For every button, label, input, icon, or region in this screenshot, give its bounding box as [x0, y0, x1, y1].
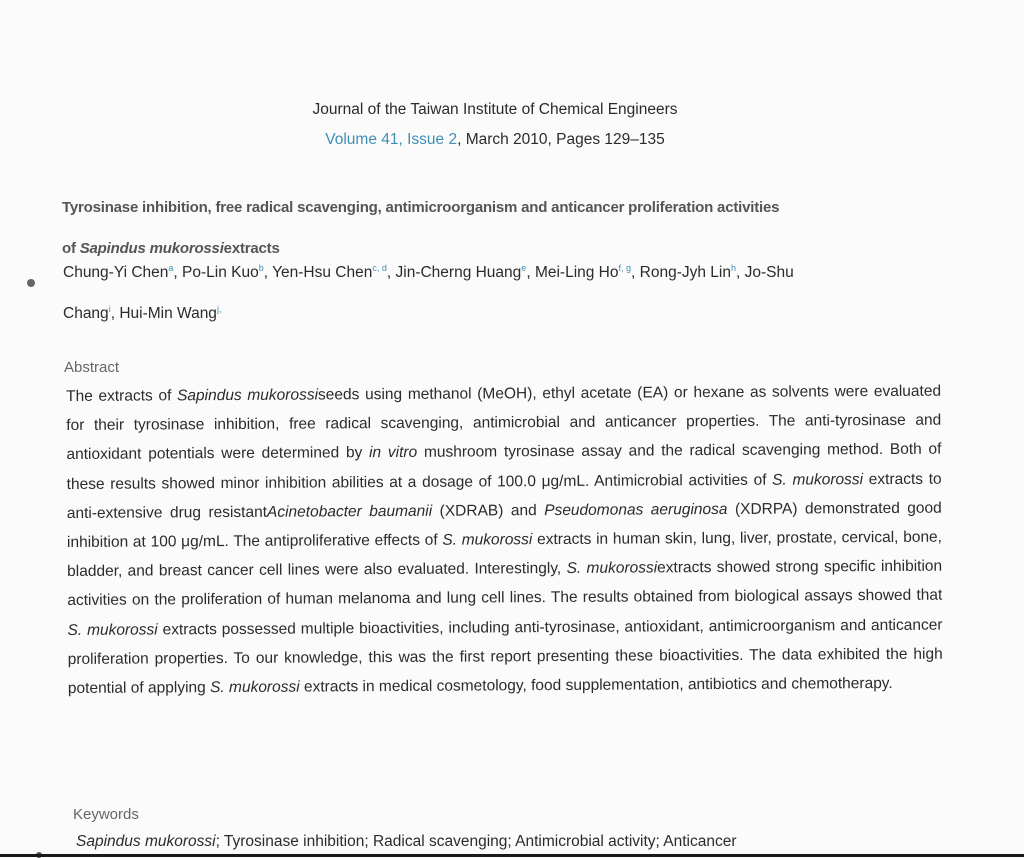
title-species: Sapindus mukorossi — [79, 240, 224, 257]
journal-name: Journal of the Taiwan Institute of Chemical Engineers — [312, 101, 678, 118]
abstract-italic: in vitro — [369, 444, 418, 462]
author-separator: , — [173, 264, 183, 281]
affiliation-mark[interactable]: e — [521, 263, 527, 273]
keyword-link[interactable]: Sapindus mukorossi — [76, 833, 216, 850]
article-title-line-2 — [62, 240, 280, 257]
abstract-italic: Pseudomonas aeruginosa — [544, 500, 728, 519]
affiliation-mark[interactable]: b — [258, 263, 264, 273]
author-separator: , — [631, 264, 640, 281]
abstract-italic: Acinetobacter baumanii — [266, 502, 433, 521]
affiliation-mark[interactable]: a — [168, 263, 174, 273]
keywords-heading: Keywords — [73, 806, 139, 823]
abstract-italic: S. mukorossi — [566, 559, 658, 578]
author-name[interactable]: Mei-Ling Ho — [534, 264, 619, 281]
abstract-text: extracts in human skin, lung, liver, prostate, cervical, bone, bladder, and breast cancer cell lines were also evaluated. Interestingly, — [67, 528, 943, 581]
author-list-line-2 — [63, 305, 923, 323]
abstract-body — [66, 377, 943, 704]
affiliation-mark[interactable]: h — [730, 263, 736, 273]
abstract-italic: S. mukorossi — [67, 621, 158, 639]
abstract-italic: S. mukorossi — [442, 531, 533, 549]
abstract-italic: S. mukorossi — [210, 678, 300, 697]
author-name[interactable]: Hui-Min Wang — [119, 305, 217, 322]
author-name[interactable]: Rong-Jyh Lin — [639, 264, 731, 281]
article-title-line-1: Tyrosinase inhibition, free radical scavenging, antimicroorganism and anticancer proliferation activities — [62, 199, 780, 216]
author-name[interactable]: Chung-Yi Chen — [63, 264, 169, 281]
affiliation-mark[interactable]: c, d — [372, 263, 387, 273]
abstract-heading: Abstract — [64, 359, 120, 376]
author-name[interactable]: Po-Lin Kuo — [182, 264, 259, 281]
abstract-text: extracts to anti-extensive drug resistant — [66, 470, 942, 522]
author-name[interactable]: Yen-Hsu Chen — [272, 264, 373, 281]
abstract-text: seeds using methanol (MeOH), ethyl acetate (EA) or hexane as solvents were evaluated for their tyrosinase inhibition, free radical scavenging, antimicrobial and anticancer properties. The anti-tyrosinase and antioxidant potentials were determined by — [66, 382, 942, 464]
date-pages: , March 2010, Pages 129–135 — [457, 131, 665, 148]
abstract-italic: S. mukorossi — [772, 470, 864, 489]
abstract-text: extracts in medical cosmetology, food supplementation, antibiotics and chemotherapy. — [299, 674, 893, 696]
title-prefix: of — [62, 240, 80, 257]
author-separator: , — [526, 264, 535, 281]
keywords-list — [76, 833, 976, 851]
author-list-line-1 — [63, 264, 923, 282]
author-separator: , — [386, 264, 396, 281]
title-suffix: extracts — [223, 240, 280, 257]
abstract-text: (XDRAB) and — [432, 501, 545, 520]
author-name[interactable]: Jin-Cherng Huang — [395, 264, 522, 281]
volume-issue-link[interactable]: Volume 41, Issue 2 — [325, 131, 458, 148]
abstract-text: extracts showed strong specific inhibition activities on the proliferation of human melanoma and lung cell lines. The results obtained from biological assays showed that — [67, 557, 943, 610]
author-separator: , — [735, 264, 745, 281]
affiliation-mark[interactable]: i — [108, 304, 111, 314]
author-separator: , — [110, 305, 120, 322]
author-separator: , — [263, 264, 273, 281]
author-name[interactable]: Chang — [63, 305, 109, 322]
affiliation-mark[interactable]: f, g — [618, 263, 632, 273]
author-name[interactable]: Jo-Shu — [744, 264, 794, 281]
bullet-icon — [27, 279, 35, 287]
affiliation-mark[interactable]: j, — [216, 304, 222, 314]
abstract-text: extracts possessed multiple bioactivities, including anti-tyrosinase, antioxidant, antimicroorganism and anticancer proliferation properties. To our knowledge, this was the first report presenting these bioactivities. The data exhibited the high potential of applying — [67, 616, 943, 698]
abstract-text: (XDRPA) demonstrated good inhibition at 100 μg/mL. The antiproliferative effects of — [66, 499, 942, 552]
abstract-text: The extracts of — [66, 387, 178, 405]
abstract-text: mushroom tyrosinase assay and the radical scavenging method. Both of these results showed minor inhibition abilities at a dosage of 100.0 μg/mL. Antimicrobial activities of — [66, 441, 942, 493]
abstract-italic: Sapindus mukorossi — [177, 386, 319, 405]
journal-citation — [0, 131, 990, 149]
keyword-rest[interactable]: ; Tyrosinase inhibition; Radical scavenging; Antimicrobial activity; Anticancer — [215, 833, 737, 850]
